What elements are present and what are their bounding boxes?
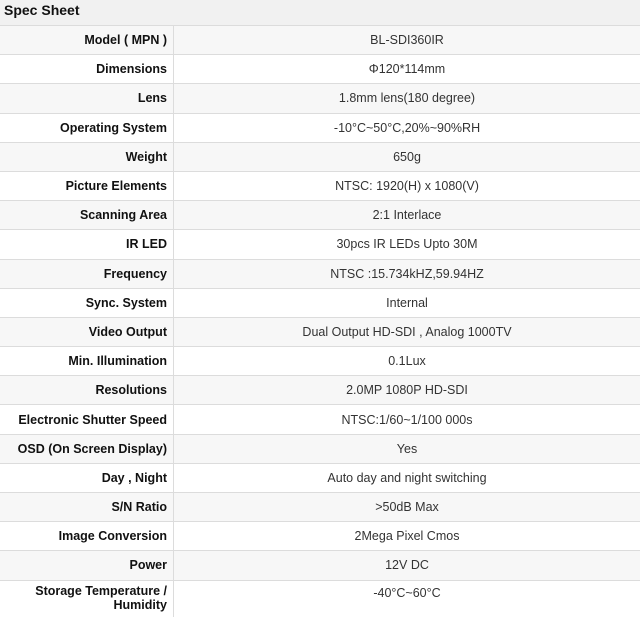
spec-row-storage-temperature	[0, 581, 640, 617]
spec-row-dimensions	[0, 55, 640, 84]
spec-value: -40°C~60°C	[373, 585, 441, 600]
spec-row-image-conversion	[0, 522, 640, 551]
spec-value: NTSC :15.734kHZ,59.94HZ	[330, 266, 484, 281]
spec-row-video-output	[0, 318, 640, 347]
spec-label: Power	[0, 551, 174, 579]
spec-row-sync-system	[0, 289, 640, 318]
spec-value: NTSC: 1920(H) x 1080(V)	[335, 179, 479, 194]
spec-row-picture-elements	[0, 172, 640, 201]
spec-row-power	[0, 551, 640, 580]
spec-row-min-illumination	[0, 347, 640, 376]
spec-row-lens	[0, 84, 640, 113]
spec-label: Electronic Shutter Speed	[0, 405, 174, 433]
spec-row-sn-ratio	[0, 493, 640, 522]
spec-value: 2:1 Interlace	[372, 208, 442, 223]
spec-row-day-night	[0, 464, 640, 493]
spec-value: >50dB Max	[375, 500, 439, 515]
spec-value: 2Mega Pixel Cmos	[354, 529, 460, 544]
spec-row-operating-system	[0, 114, 640, 143]
spec-row-model	[0, 26, 640, 55]
spec-label: OSD (On Screen Display)	[0, 435, 174, 463]
spec-row-resolutions	[0, 376, 640, 405]
spec-label: Image Conversion	[0, 522, 174, 550]
spec-label: Video Output	[0, 318, 174, 346]
spec-label: Model ( MPN )	[0, 26, 174, 54]
spec-value: -10°C~50°C,20%~90%RH	[333, 120, 481, 135]
spec-label: Scanning Area	[0, 201, 174, 229]
spec-row-osd	[0, 435, 640, 464]
spec-label: Dimensions	[0, 55, 174, 83]
spec-value: Internal	[386, 295, 428, 310]
spec-value: NTSC:1/60~1/100 000s	[341, 412, 473, 427]
spec-label: Frequency	[0, 260, 174, 288]
spec-label: Picture Elements	[0, 172, 174, 200]
spec-value: Yes	[396, 441, 418, 456]
spec-label: S/N Ratio	[0, 493, 174, 521]
spec-value: BL-SDI360IR	[370, 33, 444, 48]
spec-label: Storage Temperature / Humidity	[0, 581, 174, 617]
spec-value: 0.1Lux	[388, 354, 426, 369]
spec-label: Operating System	[0, 114, 174, 142]
spec-value: Φ120*114mm	[368, 62, 446, 77]
spec-value: Dual Output HD-SDI , Analog 1000TV	[302, 324, 512, 339]
spec-row-weight	[0, 143, 640, 172]
spec-label: Resolutions	[0, 376, 174, 404]
spec-label: Weight	[0, 143, 174, 171]
spec-value: 2.0MP 1080P HD-SDI	[346, 383, 468, 398]
spec-sheet-title: Spec Sheet	[0, 0, 640, 25]
spec-value: 12V DC	[385, 558, 429, 573]
spec-label: Lens	[0, 84, 174, 112]
spec-value: 650g	[393, 149, 421, 164]
spec-row-shutter-speed	[0, 405, 640, 434]
spec-row-scanning-area	[0, 201, 640, 230]
spec-label: Sync. System	[0, 289, 174, 317]
spec-row-frequency	[0, 260, 640, 289]
spec-value: 1.8mm lens(180 degree)	[338, 91, 476, 106]
spec-table	[0, 25, 640, 617]
spec-label: Min. Illumination	[0, 347, 174, 375]
spec-label: Day , Night	[0, 464, 174, 492]
spec-value: Auto day and night switching	[327, 470, 487, 485]
spec-label: IR LED	[0, 230, 174, 258]
spec-value: 30pcs IR LEDs Upto 30M	[336, 237, 478, 252]
spec-row-ir-led	[0, 230, 640, 259]
